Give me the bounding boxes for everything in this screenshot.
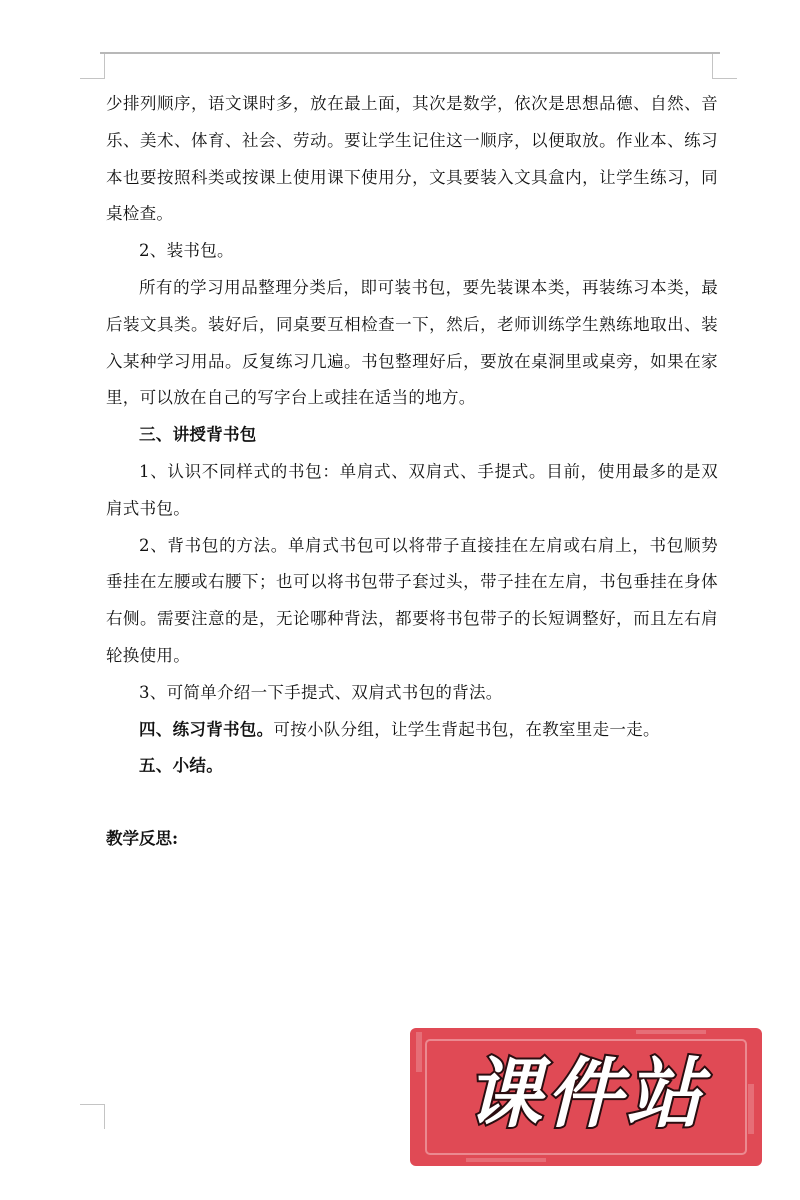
paragraph-carry-method: 2、背书包的方法。单肩式书包可以将带子直接挂在左肩或右肩上，书包顺势垂挂在左腰或右腰下；也可以将书包带子套过头，带子挂在左肩，书包垂挂在身体右侧。需要注意的是，无论哪种背法，都要将书包带子的长短调整好，而且左右肩轮换使用。	[106, 535, 718, 665]
watermark-text: 课件站	[466, 1049, 706, 1138]
teaching-reflection-label: 教学反思:	[106, 829, 179, 848]
heading-pack-bag: 2、装书包。	[139, 241, 234, 261]
page-top-rule	[100, 52, 720, 54]
section-4-text: 可按小队分组，让学生背起书包，在教室里走一走。	[273, 719, 660, 739]
paragraph-bag-styles: 1、认识不同样式的书包：单肩式、双肩式、手提式。目前，使用最多的是双肩式书包。	[106, 461, 718, 518]
margin-corner-top-left	[80, 54, 105, 79]
paragraph-pack-bag: 所有的学习用品整理分类后，即可装书包，要先装课本类，再装练习本类，最后装文具类。装好后，同桌要互相检查一下，然后，老师训练学生熟练地取出、装入某种学习用品。反复练习几遍。书包整理好后，要放在桌洞里或桌旁，如果在家里，可以放在自己的写字台上或挂在适当的地方。	[106, 277, 718, 408]
margin-corner-bottom-left	[80, 1104, 105, 1129]
paragraph-sorting-order: 少排列顺序，语文课时多，放在最上面，其次是数学，依次是思想品德、自然、音乐、美术、体育、社会、劳动。要让学生记住这一顺序，以便取放。作业本、练习本也要按照科类或按课上使用课下使用分，文具要装入文具盒内，让学生练习，同桌检查。	[106, 94, 718, 224]
document-body	[106, 86, 718, 785]
watermark-stamp-graphic	[406, 1024, 766, 1170]
margin-corner-top-right	[712, 54, 737, 79]
section-4	[106, 712, 718, 749]
watermark-stamp	[406, 1024, 766, 1170]
section-heading-4: 四、练习背书包。	[139, 719, 274, 739]
paragraph-handheld-intro: 3、可简单介绍一下手提式、双肩式书包的背法。	[139, 682, 503, 702]
section-heading-3: 三、讲授背书包	[139, 425, 257, 445]
section-heading-5: 五、小结。	[139, 756, 223, 776]
